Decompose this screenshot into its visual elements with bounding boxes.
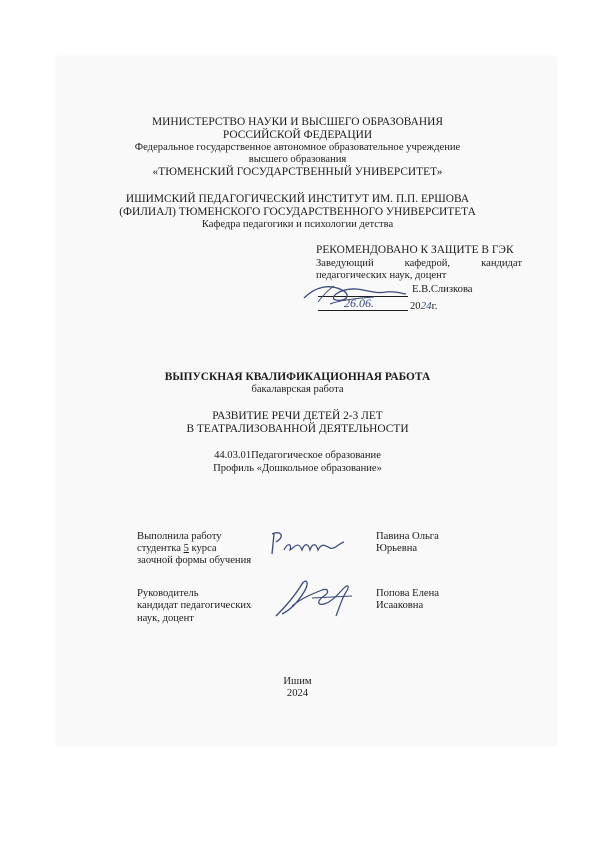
footer-year: 2024 [286,688,309,699]
supervisor-role-line-1: Руководитель [137,588,199,599]
branch-line-2: (ФИЛИАЛ) ТЮМЕНСКОГО ГОСУДАРСТВЕННОГО УНИВЕРСИТЕТА [119,206,476,218]
approval-year-suffix: г. [431,301,438,312]
work-direction: 44.03.01Педагогическое образование [214,450,381,461]
student-role-line-1: Выполнила работу [137,531,222,542]
supervisor-name-line-1: Попова Елена [376,588,439,599]
branch-line-1: ИШИМСКИЙ ПЕДАГОГИЧЕСКИЙ ИНСТИТУТ ИМ. П.П. ЕРШОВА [125,193,470,205]
approval-word-2: кафедрой, [404,258,451,269]
work-title-line-1: РАЗВИТИЕ РЕЧИ ДЕТЕЙ 2-3 ЛЕТ [212,410,383,422]
student-role-prefix: студентка [137,543,184,554]
student-role-line-2 [137,543,217,555]
approval-word-3: кандидат [481,258,522,269]
student-name-line-1: Павина Ольга [376,531,439,542]
approval-year-handwritten: 24 [420,300,432,312]
approval-year [410,300,437,313]
head-of-department-signature [300,280,410,310]
work-profile: Профиль «Дошкольное образование» [213,463,382,474]
student-role-suffix: курса [188,543,217,554]
institution-line-1: Федеральное государственное автономное образовательное учреждение [134,142,461,153]
ministry-line-1: МИНИСТЕРСТВО НАУКИ И ВЫСШЕГО ОБРАЗОВАНИЯ [152,116,443,128]
work-subtype: бакалаврская работа [251,384,344,395]
student-name-line-2: Юрьевна [376,543,418,554]
ministry-line-2: РОССИЙСКОЙ ФЕДЕРАЦИИ [222,129,373,141]
supervisor-role-line-2: кандидат педагогических [137,600,252,611]
supervisor-role-line-3: наук, доцент [137,613,194,624]
footer-city: Ишим [283,676,312,687]
student-role-line-3: заочной формы обучения [137,555,252,566]
work-type: ВЫПУСКНАЯ КВАЛИФИКАЦИОННАЯ РАБОТА [164,371,431,383]
department-name: Кафедра педагогики и психологии детства [201,219,394,230]
approval-title: РЕКОМЕНДОВАНО К ЗАЩИТЕ В ГЭК [316,244,514,256]
student-course: 5 [183,543,189,554]
approval-word-1: Заведующий [316,258,374,269]
approval-degree: педагогических наук, доцент [316,270,447,281]
supervisor-name-line-2: Исааковна [376,600,424,611]
approval-year-prefix: 20 [410,301,421,312]
university-name: «ТЮМЕНСКИЙ ГОСУДАРСТВЕННЫЙ УНИВЕРСИТЕТ» [152,166,443,178]
work-title-line-2: В ТЕАТРАЛИЗОВАННОЙ ДЕЯТЕЛЬНОСТИ [186,423,409,435]
approval-name: Е.В.Слизкова [412,284,473,295]
institution-line-2: высшего образования [248,154,347,165]
approval-position [316,258,522,270]
student-signature [268,528,348,560]
supervisor-signature [272,576,356,624]
approval-date-handwritten: 26.06. [344,296,374,310]
